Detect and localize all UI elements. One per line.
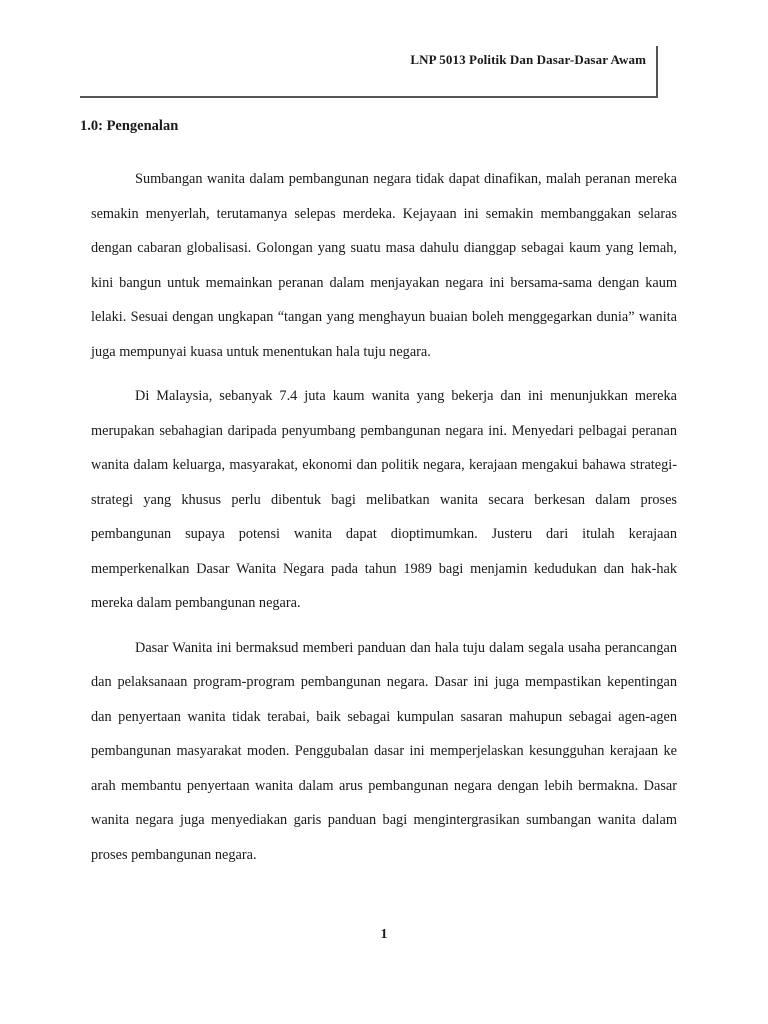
paragraph-1: Sumbangan wanita dalam pembangunan negara tidak dapat dinafikan, malah peranan mereka semakin menyerlah, terutamanya selepas merdeka. Kejayaan ini semakin membanggakan selaras dengan cabaran globalisasi. Golongan yang suatu masa dahulu dianggap sebagai kaum yang lemah, kini bangun untuk memainkan peranan dalam menjayakan negara ini bersama-sama dengan kaum lelaki. Sesuai dengan ungkapan “tangan yang menghayun buaian boleh menggegarkan dunia” wanita juga mempunyai kuasa untuk menentukan hala tuju negara. (91, 171, 677, 360)
page-number: 1 (380, 927, 388, 942)
page-header (80, 46, 658, 98)
header-rule-horizontal (80, 96, 658, 98)
body-text (91, 162, 677, 882)
header-title: LNP 5013 Politik Dan Dasar-Dasar Awam (410, 52, 646, 67)
header-rule-vertical (656, 46, 658, 98)
paragraph-2: Di Malaysia, sebanyak 7.4 juta kaum wanita yang bekerja dan ini menunjukkan mereka merupakan sebahagian daripada penyumbang pembangunan negara ini. Menyedari pelbagai peranan wanita dalam keluarga, masyarakat, ekonomi dan politik negara, kerajaan mengakui bahawa strategi-strategi yang khusus perlu dibentuk bagi melibatkan wanita secara berkesan dalam proses pembangunan supaya potensi wanita dapat dioptimumkan. Justeru dari itulah kerajaan memperkenalkan Dasar Wanita Negara pada tahun 1989 bagi menjamin kedudukan dan hak-hak mereka dalam pembangunan negara. (91, 388, 677, 611)
section-heading: 1.0: Pengenalan (80, 118, 179, 134)
paragraph-3: Dasar Wanita ini bermaksud memberi panduan dan hala tuju dalam segala usaha perancangan dan pelaksanaan program-program pembangunan negara. Dasar ini juga mempastikan kepentingan dan penyertaan wanita tidak terabai, baik sebagai kumpulan sasaran mahupun sebagai agen-agen pembangunan masyarakat moden. Penggubalan dasar ini memperjelaskan kesungguhan kerajaan ke arah membantu penyertaan wanita dalam arus pembangunan negara dengan lebih bermakna. Dasar wanita negara juga menyediakan garis panduan bagi mengintergrasikan sumbangan wanita dalam proses pembangunan negara. (91, 639, 677, 863)
